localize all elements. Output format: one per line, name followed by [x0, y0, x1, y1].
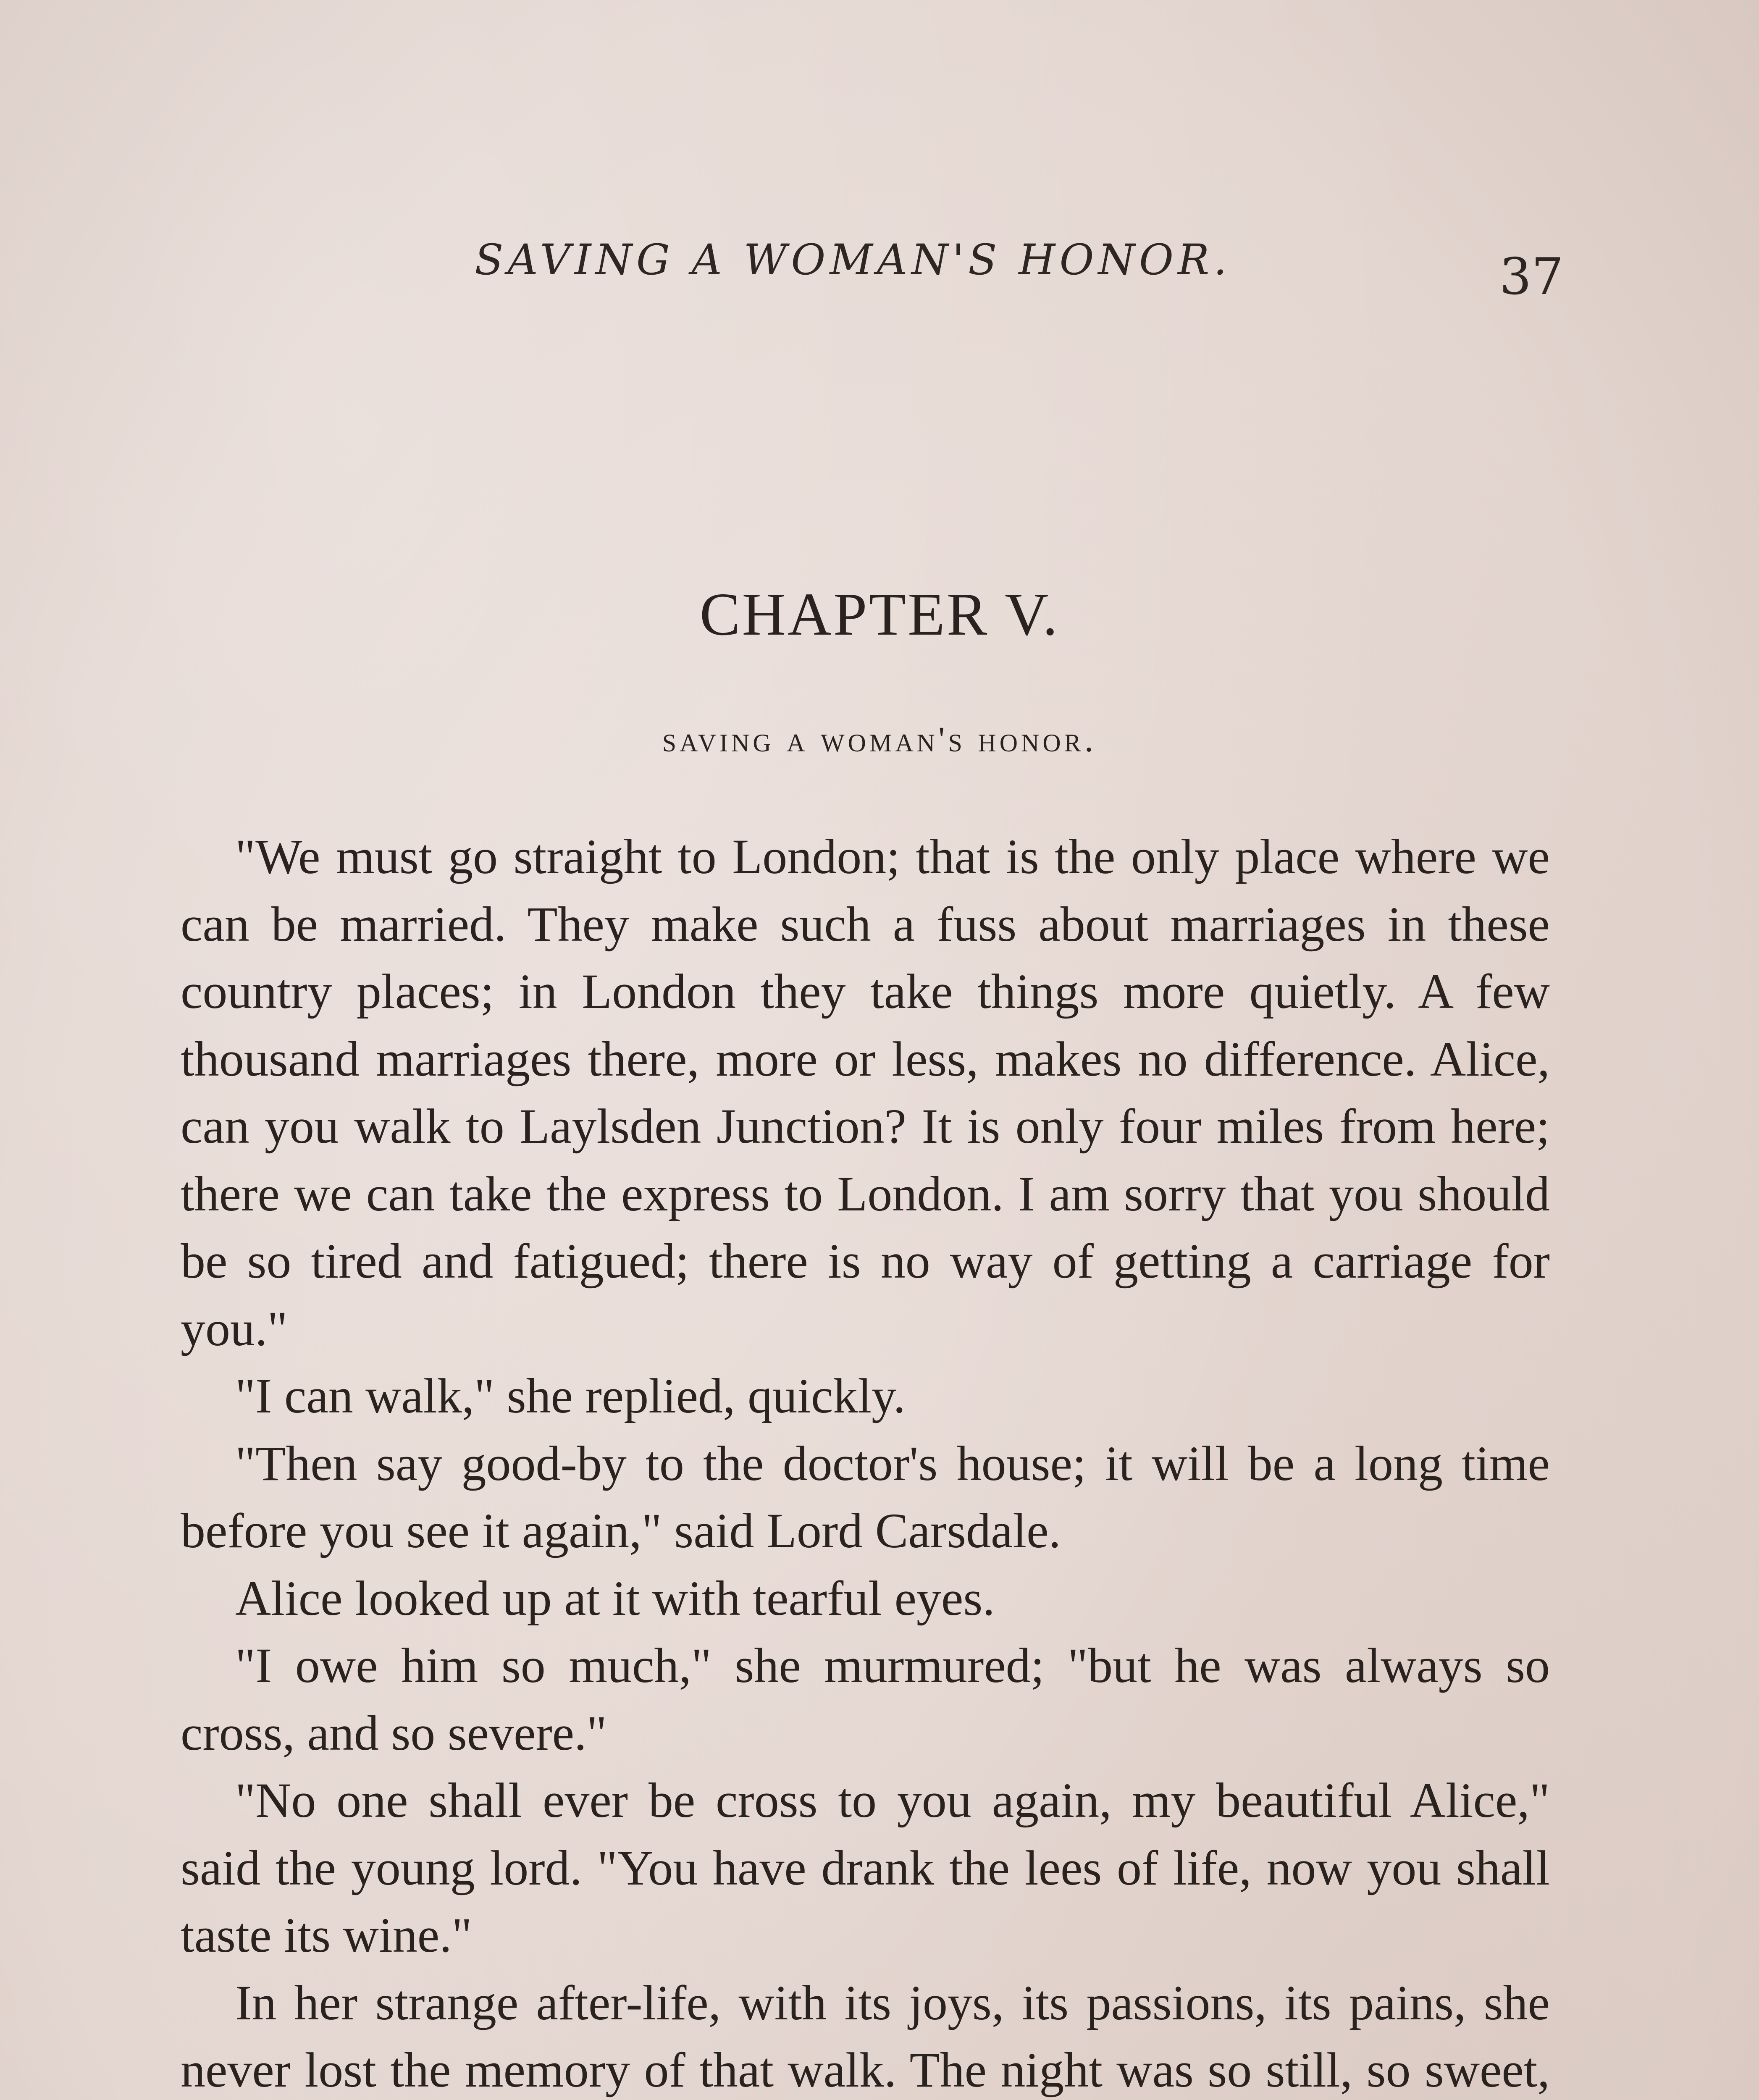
chapter-subtitle: saving a woman's honor.: [662, 719, 1097, 759]
paragraph: "No one shall ever be cross to you again, my beautiful Alice," said the young lord. "You have drank the lees of life, now you shall taste its wine.": [181, 1773, 1550, 1963]
running-title: SAVING A WOMAN'S HONOR.: [475, 235, 1231, 284]
paragraph: "We must go straight to London; that is the only place where we can be married. They make such a fuss about marriages in these country places; in London they take things more quietly. A few thousand marriages there, more or less, makes no difference. Alice, can you walk to Laylsden Junction? It is only four miles from here; there we can take the express to London. I am sorry that you should be so tired and fatigued; there is no way of getting a carriage for you.": [181, 829, 1550, 1356]
paragraph: "I can walk," she replied, quickly.: [235, 1368, 906, 1423]
body-text: [181, 823, 1550, 2100]
page-number: 37: [1499, 248, 1564, 306]
paragraph: "Then say good-by to the doctor's house; it will be a long time before you see it again," said Lord Carsdale.: [181, 1436, 1550, 1558]
chapter-title: CHAPTER V.: [699, 581, 1060, 648]
paragraph: Alice looked up at it with tearful eyes.: [235, 1570, 995, 1626]
paragraph: In her strange after-life, with its joys, its passions, its pains, she never lost the memory of that walk. The night was so still, so sweet,: [181, 1975, 1550, 2097]
running-head: [0, 235, 1759, 306]
paragraph: "I owe him so much," she murmured; "but he was always so cross, and so severe.": [181, 1638, 1550, 1761]
